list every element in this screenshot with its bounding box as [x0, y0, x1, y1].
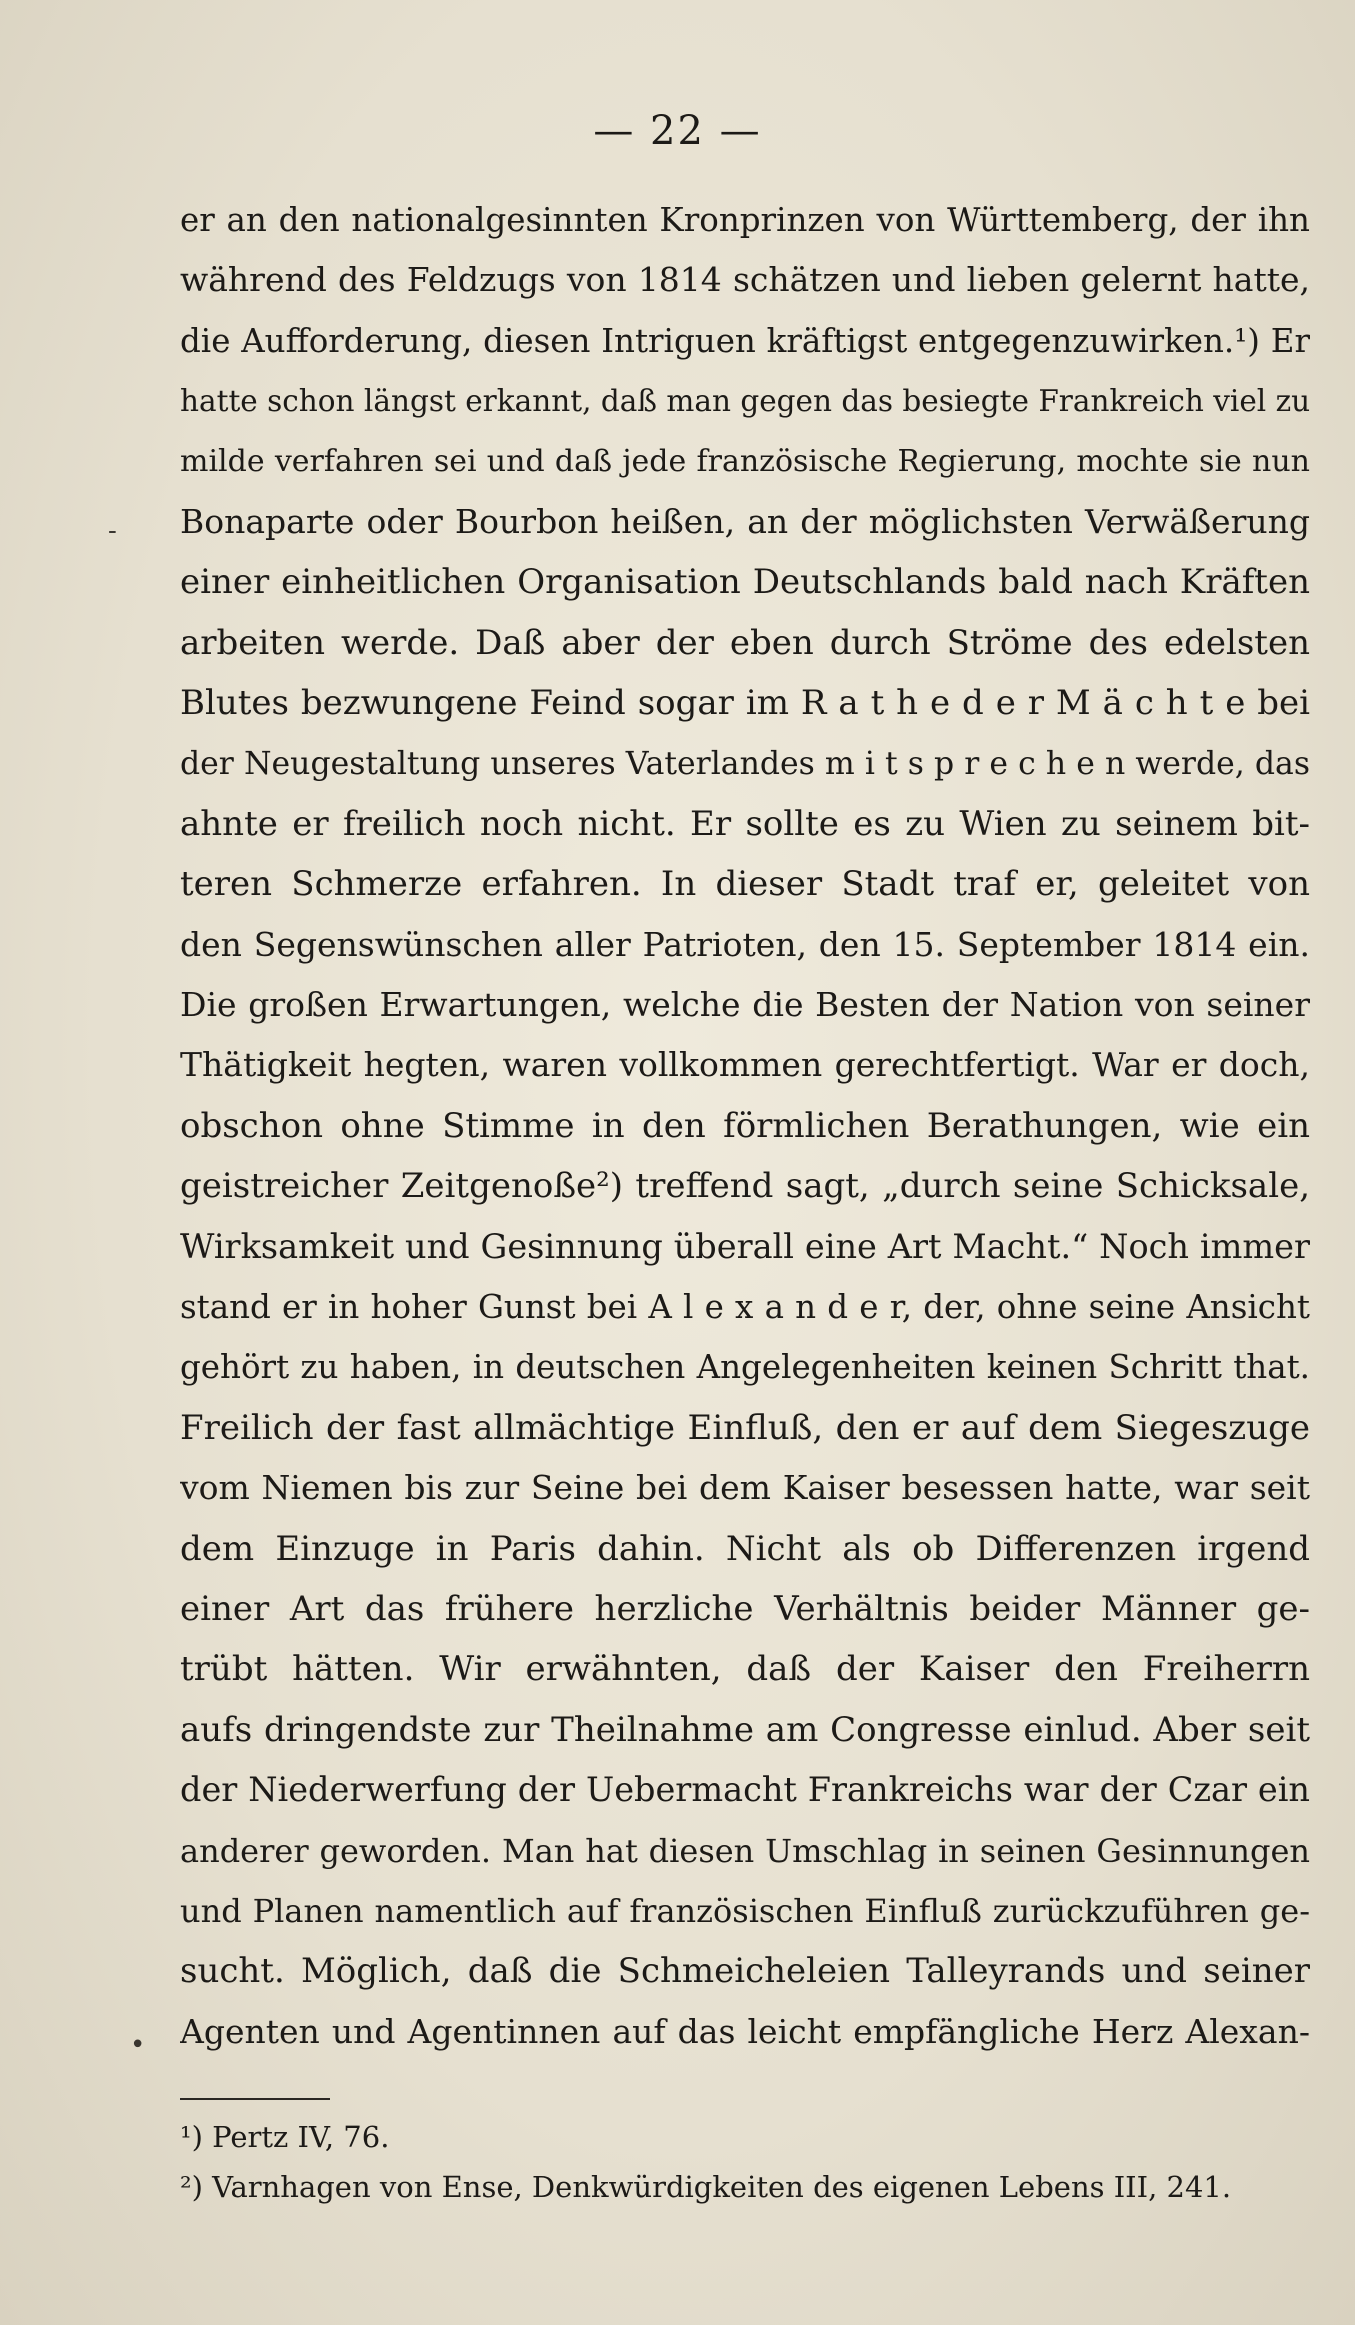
text-line: geistreicher Zeitgenoße²) treffend sagt, „durch seine Schicksale,	[180, 1166, 1310, 1207]
text-line: den Segenswünschen aller Patrioten, den 15. September 1814 ein.	[180, 924, 1310, 964]
body-text	[180, 190, 1310, 2062]
text-line: arbeiten werde. Daß aber der eben durch Ströme des edelsten	[180, 622, 1310, 663]
footnote-1: ¹) Pertz IV, 76.	[180, 2120, 390, 2154]
text-line: Freilich der fast allmächtige Einfluß, den er auf dem Siegeszuge	[180, 1407, 1310, 1448]
footnotes	[180, 2112, 1310, 2212]
text-line: dem Einzuge in Paris dahin. Nicht als ob Differenzen irgend	[180, 1528, 1310, 1569]
text-line: hatte schon längst erkannt, daß man gegen das besiegte Frankreich viel zu	[180, 384, 1310, 419]
text-line: milde verfahren sei und daß jede französische Regierung, mochte sie nun	[180, 443, 1310, 479]
margin-mark: •	[130, 2030, 146, 2060]
text-line: während des Feldzugs von 1814 schätzen und lieben gelernt hatte,	[180, 260, 1310, 300]
text-line: trübt hätten. Wir erwähnten, daß der Kaiser den Freiherrn	[180, 1649, 1310, 1690]
text-line: Agenten und Agentinnen auf das leicht empfängliche Herz Alexan-	[180, 2011, 1310, 2051]
page-number: — 22 —	[593, 108, 762, 154]
text-line: Die großen Erwartungen, welche die Besten der Nation von seiner	[180, 985, 1310, 1025]
text-line: der Niederwerfung der Uebermacht Frankreichs war der Czar ein	[180, 1770, 1310, 1810]
text-line: Wirksamkeit und Gesinnung überall eine Art Macht.“ Noch immer	[180, 1226, 1310, 1266]
text-line: sucht. Möglich, daß die Schmeicheleien Talleyrands und seiner	[180, 1951, 1310, 1992]
text-line: die Aufforderung, diesen Intriguen kräftigst entgegenzuwirken.¹) Er	[180, 321, 1310, 360]
text-line: aufs dringendste zur Theilnahme am Congresse einlud. Aber seit	[180, 1709, 1310, 1750]
text-line: Thätigkeit hegten, waren vollkommen gerechtfertigt. War er doch,	[180, 1045, 1310, 1085]
footnote-rule	[180, 2098, 330, 2100]
text-line: obschon ohne Stimme in den förmlichen Berathungen, wie ein	[180, 1105, 1310, 1146]
text-line: Bonaparte oder Bourbon heißen, an der möglichsten Verwäßerung	[180, 501, 1310, 541]
text-line: ahnte er freilich noch nicht. Er sollte es zu Wien zu seinem bit-	[180, 803, 1310, 844]
text-line: teren Schmerze erfahren. In dieser Stadt traf er, geleitet von	[180, 864, 1310, 905]
text-line: der Neugestaltung unseres Vaterlandes m i t s p r e c h e n werde, das	[180, 745, 1310, 782]
text-line: Blutes bezwungene Feind sogar im R a t h e d e r M ä c h t e bei	[180, 683, 1310, 724]
margin-mark: -	[108, 516, 117, 546]
footnote-2: ²) Varnhagen von Ense, Denkwürdigkeiten des eigenen Lebens III, 241.	[180, 2170, 1232, 2204]
text-line: und Planen namentlich auf französischen Einfluß zurückzuführen ge-	[180, 1891, 1310, 1930]
text-line: einer Art das frühere herzliche Verhältnis beider Männer ge-	[180, 1588, 1310, 1629]
text-line: gehört zu haben, in deutschen Angelegenheiten keinen Schritt that.	[180, 1348, 1310, 1387]
text-line: einer einheitlichen Organisation Deutschlands bald nach Kräften	[180, 562, 1310, 603]
text-line: er an den nationalgesinnten Kronprinzen von Württemberg, der ihn	[180, 201, 1310, 239]
text-line: stand er in hoher Gunst bei A l e x a n d e r, der, ohne seine Ansicht	[180, 1288, 1310, 1327]
text-line: vom Niemen bis zur Seine bei dem Kaiser besessen hatte, war seit	[180, 1468, 1310, 1508]
text-line: anderer geworden. Man hat diesen Umschlag in seinen Gesinnungen	[180, 1831, 1310, 1870]
